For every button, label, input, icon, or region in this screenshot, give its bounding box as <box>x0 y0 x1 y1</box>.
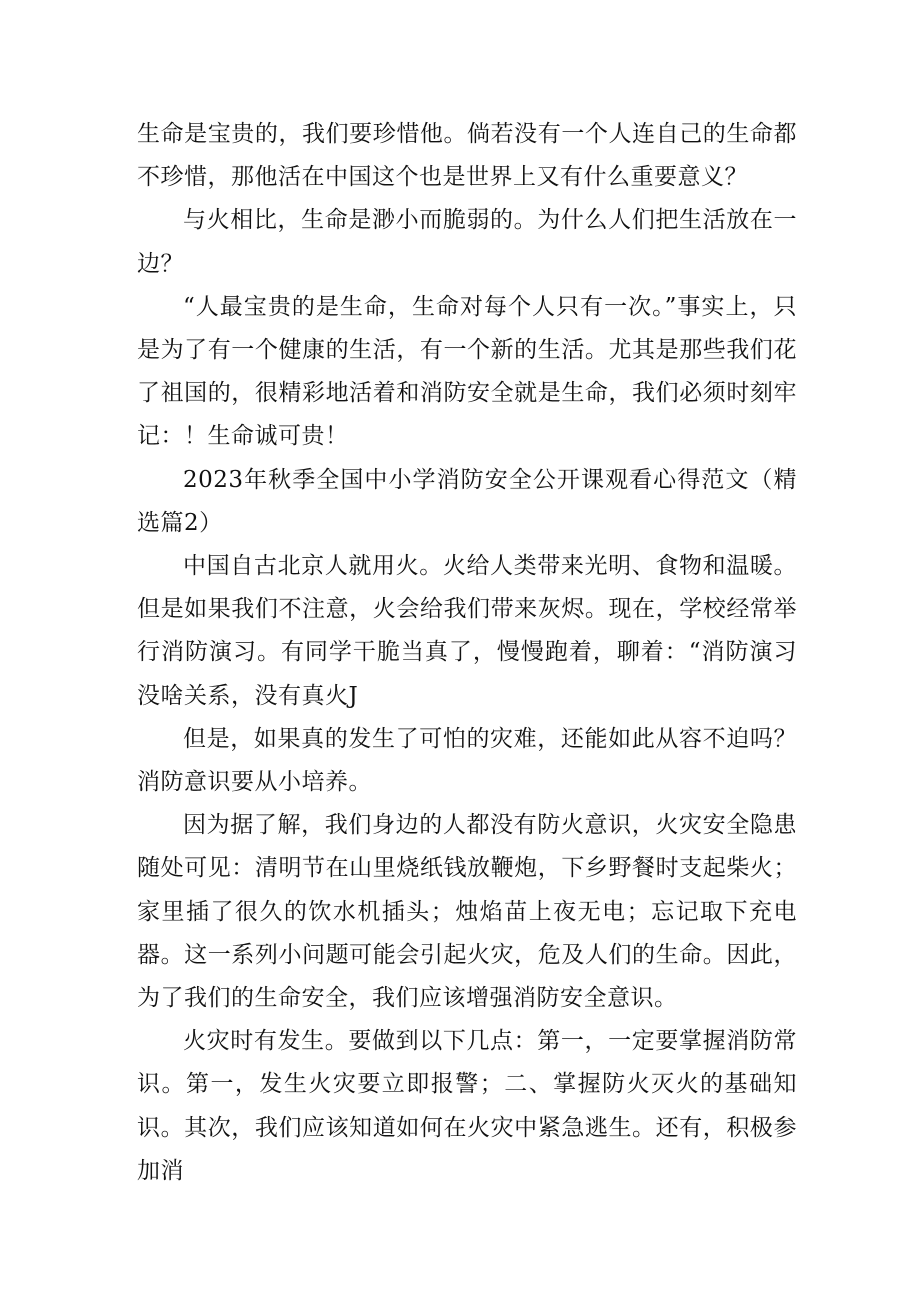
paragraph-3-quote: “人最宝贵的是生命，生命对每个人只有一次。”事实上，只是为了有一个健康的生活，有一个新的生活。尤其是那些我们花了祖国的，很精彩地活着和消防安全就是生命，我们必须时刻牢记：！生命诚可贵！ <box>137 293 797 450</box>
document-body <box>137 113 797 1193</box>
paragraph-2: 与火相比，生命是渺小而脆弱的。为什么人们把生活放在一边？ <box>137 207 797 277</box>
paragraph-8: 火灾时有发生。要做到以下几点：第一，一定要掌握消防常识。第一，发生火灾要立即报警；二、掌握防火灭火的基础知识。其次，我们应该知道如何在火灾中紧急逃生。还有，积极参加消 <box>137 1028 797 1184</box>
paragraph-1: 生命是宝贵的，我们要珍惜他。倘若没有一个人连自己的生命都不珍惜，那他活在中国这个也是世界上又有什么重要意义？ <box>137 121 797 191</box>
paragraph-5: 中国自古北京人就用火。火给人类带来光明、食物和温暖。但是如果我们不注意，火会给我们带来灰烬。现在，学校经常举行消防演习。有同学干脆当真了，慢慢跑着，聊着：“消防演习没啥关系，没有真火J <box>137 553 797 709</box>
section-heading: 2023年秋季全国中小学消防安全公开课观看心得范文（精选篇2） <box>137 466 797 536</box>
paragraph-6: 但是，如果真的发生了可怕的灾难，还能如此从容不迫吗？消防意识要从小培养。 <box>137 725 797 796</box>
paragraph-7: 因为据了解，我们身边的人都没有防火意识，火灾安全隐患随处可见：清明节在山里烧纸钱放鞭炮，下乡野餐时支起柴火；家里插了很久的饮水机插头；烛焰苗上夜无电；忘记取下充电器。这一系列小问题可能会引起火灾，危及人们的生命。因此，为了我们的生命安全，我们应该增强消防安全意识。 <box>137 812 797 1012</box>
